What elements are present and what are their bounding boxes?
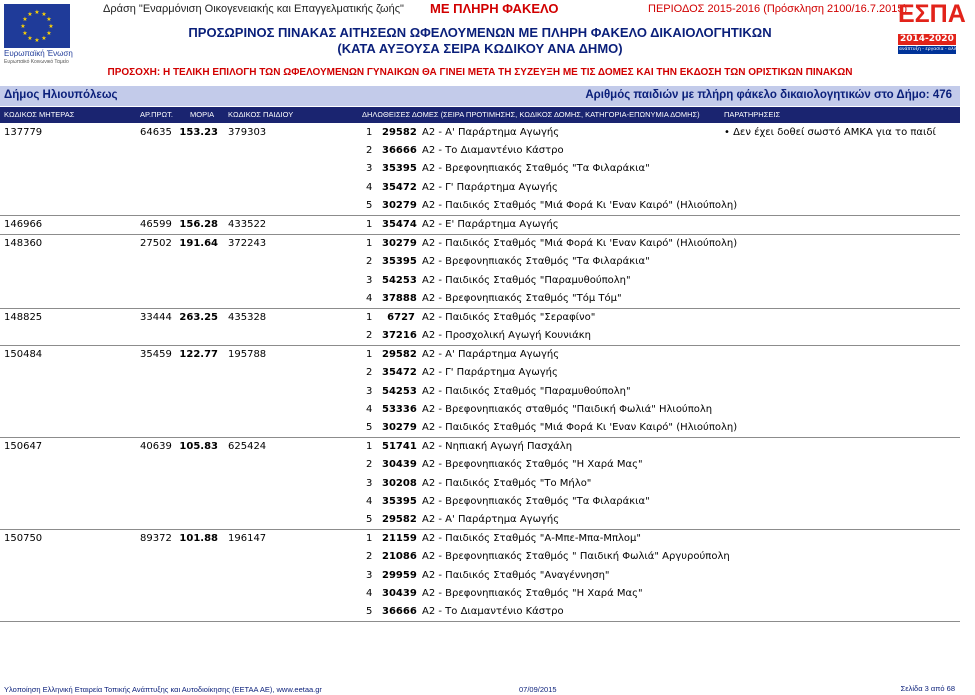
facility-name: Α2 - Παιδικός Σταθμός "Α-Μπε-Μπα-Μπλομ" xyxy=(422,533,642,545)
facility-code: 35474 xyxy=(382,218,417,230)
facility-code: 37216 xyxy=(382,330,417,342)
facility-line xyxy=(0,253,960,271)
facility-code: 36666 xyxy=(382,145,417,157)
col-score: ΜΟΡΙΑ xyxy=(190,110,215,119)
preference-rank: 3 xyxy=(366,385,373,397)
table-row xyxy=(0,530,960,622)
facility-line xyxy=(0,179,960,197)
footer-company: Υλοποίηση Ελληνική Εταιρεία Τοπικής Ανάπτυξης και Αυτοδιοίκησης (ΕΕΤΑΑ ΑΕ), www.eetaa.gr xyxy=(4,685,322,694)
facility-name: Α2 - Παιδικός Σταθμός "Παραμυθούπολη" xyxy=(422,274,631,286)
preference-rank: 4 xyxy=(366,403,373,415)
facility-line xyxy=(0,235,960,253)
preference-rank: 2 xyxy=(366,551,373,563)
facility-code: 51741 xyxy=(382,441,417,453)
facility-code: 30279 xyxy=(382,422,417,433)
facility-code: 35395 xyxy=(382,495,417,507)
score: 122.77 xyxy=(179,349,218,361)
facility-code: 54253 xyxy=(382,274,417,286)
facility-name: Α2 - Α' Παράρτημα Αγωγής xyxy=(422,513,560,525)
facility-name: Α2 - Α' Παράρτημα Αγωγής xyxy=(422,127,560,138)
svg-text:★: ★ xyxy=(34,9,40,16)
protocol-number: 27502 xyxy=(140,238,172,250)
period-label: ΠΕΡΙΟΔΟΣ 2015-2016 (Πρόσκληση 2100/16.7.2015) xyxy=(648,3,908,15)
protocol-number: 64635 xyxy=(140,127,172,138)
protocol-number: 33444 xyxy=(140,311,172,323)
svg-text:★: ★ xyxy=(41,35,47,42)
preference-rank: 1 xyxy=(366,238,373,250)
protocol-number: 40639 xyxy=(140,441,172,453)
facility-line xyxy=(0,530,960,548)
facility-line xyxy=(0,475,960,493)
mother-code: 150484 xyxy=(4,349,43,361)
preference-rank: 4 xyxy=(366,181,373,193)
child-code: 379303 xyxy=(228,127,267,138)
preference-rank: 2 xyxy=(366,330,373,342)
facility-line xyxy=(0,603,960,621)
facility-name: Α2 - Παιδικός Σταθμός "Μιά Φορά Κι 'Εναν Καιρό" (Ηλιούπολη) xyxy=(422,238,738,250)
facility-line xyxy=(0,438,960,456)
facility-code: 21159 xyxy=(382,533,417,545)
preference-rank: 3 xyxy=(366,569,373,581)
col-remarks: ΠΑΡΑΤΗΡΗΣΕΙΣ xyxy=(724,110,781,119)
facility-name: Α2 - Προσχολική Αγωγή Κουνιάκη xyxy=(422,330,591,342)
svg-text:★: ★ xyxy=(46,16,52,23)
full-file-label: ΜΕ ΠΛΗΡΗ ΦΑΚΕΛΟ xyxy=(430,1,559,16)
svg-text:★: ★ xyxy=(48,23,54,30)
mother-code: 150750 xyxy=(4,533,43,545)
preference-rank: 2 xyxy=(366,459,373,471)
facility-code: 30208 xyxy=(382,477,417,489)
facility-line xyxy=(0,309,960,327)
facility-name: Α2 - Παιδικός Σταθμός "Σεραφίνο" xyxy=(422,311,596,323)
facility-code: 30439 xyxy=(382,459,417,471)
page-title: ΠΡΟΣΩΡΙΝΟΣ ΠΙΝΑΚΑΣ ΑΙΤΗΣΕΩΝ ΩΦΕΛΟΥΜΕΝΩΝ ΜΕ ΠΛΗΡΗ ΦΑΚΕΛΟ ΔΙΚΑΙΟΛΟΓΗΤΙΚΩΝ xyxy=(188,25,772,40)
col-protocol: ΑΡ.ΠΡΩΤ. xyxy=(140,110,173,119)
svg-text:★: ★ xyxy=(20,23,26,30)
facility-code: 35472 xyxy=(382,181,417,193)
preference-rank: 3 xyxy=(366,163,373,175)
svg-text:★: ★ xyxy=(22,16,28,23)
preference-rank: 4 xyxy=(366,495,373,507)
preference-rank: 1 xyxy=(366,441,373,453)
facility-name: Α2 - Παιδικός Σταθμός "Μιά Φορά Κι 'Εναν Καιρό" (Ηλιούπολη) xyxy=(422,422,738,433)
protocol-number: 46599 xyxy=(140,218,172,230)
facility-line xyxy=(0,548,960,566)
preference-rank: 5 xyxy=(366,513,373,525)
facility-code: 30439 xyxy=(382,587,417,599)
facility-line xyxy=(0,585,960,603)
score: 105.83 xyxy=(179,441,218,453)
preference-rank: 5 xyxy=(366,199,373,211)
facility-line xyxy=(0,401,960,419)
child-code: 625424 xyxy=(228,441,267,453)
facility-code: 30279 xyxy=(382,199,417,211)
footer-page: Σελίδα 3 από 68 xyxy=(900,684,955,693)
facility-name: Α2 - Βρεφονηπιακός Σταθμός "Η Χαρά Μας" xyxy=(422,459,643,471)
protocol-number: 35459 xyxy=(140,349,172,361)
espa-logo: ΕΣΠΑ 2014-2020 ανάπτυξη - εργασία - αλληλεγγύη xyxy=(898,0,975,52)
preference-rank: 1 xyxy=(366,311,373,323)
children-count xyxy=(585,89,952,101)
preference-rank: 5 xyxy=(366,605,373,617)
facility-code: 30279 xyxy=(382,238,417,250)
facility-name: Α2 - Γ' Παράρτημα Αγωγής xyxy=(422,367,558,379)
facility-name: Α2 - Παιδικός Σταθμός "Το Μήλο" xyxy=(422,477,592,489)
facility-name: Α2 - Α' Παράρτημα Αγωγής xyxy=(422,349,560,361)
facility-code: 54253 xyxy=(382,385,417,397)
svg-text:★: ★ xyxy=(22,30,28,37)
preference-rank: 3 xyxy=(366,274,373,286)
preference-rank: 2 xyxy=(366,367,373,379)
remark: • Δεν έχει δοθεί σωστό ΑΜΚΑ για το παιδί xyxy=(724,127,936,138)
facility-name: Α2 - Παιδικός Σταθμός "Αναγέννηση" xyxy=(422,569,610,581)
facility-line xyxy=(0,327,960,345)
facility-name: Α2 - Βρεφονηπιακός Σταθμός " Παιδική Φωλιά" Αργυρούπολη xyxy=(422,551,730,563)
score: 156.28 xyxy=(179,218,218,230)
facility-code: 35395 xyxy=(382,256,417,268)
table-row xyxy=(0,346,960,438)
facility-name: Α2 - Γ' Παράρτημα Αγωγής xyxy=(422,181,558,193)
preference-rank: 4 xyxy=(366,292,373,304)
facility-code: 37888 xyxy=(382,292,417,304)
svg-text:★: ★ xyxy=(34,37,40,44)
facility-name: Α2 - Το Διαμαντένιο Κάστρο xyxy=(422,605,564,617)
preference-rank: 3 xyxy=(366,477,373,489)
facility-code: 53336 xyxy=(382,403,417,415)
score: 263.25 xyxy=(179,311,218,323)
svg-text:★: ★ xyxy=(41,11,47,18)
svg-text:★: ★ xyxy=(46,30,52,37)
facility-name: Α2 - Το Διαμαντένιο Κάστρο xyxy=(422,145,564,157)
svg-text:★: ★ xyxy=(27,35,33,42)
children-count-label: Αριθμός παιδιών με πλήρη φάκελο δικαιολογητικών στο Δήμο: xyxy=(585,89,930,101)
protocol-number: 89372 xyxy=(140,533,172,545)
facility-line xyxy=(0,160,960,178)
facility-code: 29582 xyxy=(382,127,417,138)
records-table xyxy=(0,124,960,622)
preference-rank: 2 xyxy=(366,256,373,268)
facility-line xyxy=(0,456,960,474)
facility-line xyxy=(0,290,960,308)
score: 191.64 xyxy=(179,238,218,250)
facility-line xyxy=(0,216,960,234)
mother-code: 137779 xyxy=(4,127,43,138)
facility-line xyxy=(0,142,960,160)
facility-name: Α2 - Βρεφονηπιακός σταθμός "Παιδική Φωλιά" Ηλιούπολη xyxy=(422,403,713,415)
children-count-value: 476 xyxy=(932,89,952,101)
facility-line xyxy=(0,419,960,437)
preference-rank: 1 xyxy=(366,218,373,230)
warning-notice: ΠΡΟΣΟΧΗ: Η ΤΕΛΙΚΗ ΕΠΙΛΟΓΗ ΤΩΝ ΩΦΕΛΟΥΜΕΝΩΝ ΓΥΝΑΙΚΩΝ ΘΑ ΓΙΝΕΙ ΜΕΤΑ ΤΗ ΣΥΖΕΥΞΗ ΜΕ ΤΙΣ ΔΟΜΕΣ ΚΑΙ ΤΗΝ ΕΚΔΟΣΗ ΤΩΝ ΟΡΙΣΤΙΚΩΝ ΠΙΝΑΚΩΝ xyxy=(107,67,853,78)
table-row xyxy=(0,309,960,346)
municipality-name: Δήμος Ηλιουπόλεως xyxy=(4,89,118,101)
facility-code: 6727 xyxy=(387,311,415,323)
facility-code: 36666 xyxy=(382,605,417,617)
table-row xyxy=(0,235,960,309)
facility-line xyxy=(0,197,960,215)
facility-code: 35472 xyxy=(382,367,417,379)
facility-name: Α2 - Βρεφονηπιακός Σταθμός "Τόμ Τόμ" xyxy=(422,292,622,304)
facility-code: 29582 xyxy=(382,513,417,525)
facility-line xyxy=(0,383,960,401)
mother-code: 150647 xyxy=(4,441,43,453)
child-code: 372243 xyxy=(228,238,267,250)
facility-line xyxy=(0,364,960,382)
facility-code: 29582 xyxy=(382,349,417,361)
facility-line xyxy=(0,493,960,511)
preference-rank: 1 xyxy=(366,127,373,138)
preference-rank: 4 xyxy=(366,587,373,599)
footer-date: 07/09/2015 xyxy=(519,685,557,694)
score: 101.88 xyxy=(179,533,218,545)
facility-line xyxy=(0,272,960,290)
table-row xyxy=(0,124,960,216)
col-child-code: ΚΩΔΙΚΟΣ ΠΑΙΔΙΟΥ xyxy=(228,110,294,119)
svg-text:★: ★ xyxy=(27,11,33,18)
preference-rank: 1 xyxy=(366,533,373,545)
facility-name: Α2 - Βρεφονηπιακός Σταθμός "Τα Φιλαράκια" xyxy=(422,495,650,507)
page-subtitle: (ΚΑΤΑ ΑΥΞΟΥΣΑ ΣΕΙΡΑ ΚΩΔΙΚΟΥ ΑΝΑ ΔΗΜΟ) xyxy=(337,41,623,56)
eu-caption: Ευρωπαϊκή Ένωση Ευρωπαϊκό Κοινωνικό Ταμείο xyxy=(4,49,73,65)
facility-code: 29959 xyxy=(382,569,417,581)
facility-name: Α2 - Βρεφονηπιακός Σταθμός "Τα Φιλαράκια" xyxy=(422,256,650,268)
preference-rank: 2 xyxy=(366,145,373,157)
preference-rank: 1 xyxy=(366,349,373,361)
facility-code: 35395 xyxy=(382,163,417,175)
child-code: 433522 xyxy=(228,218,267,230)
facility-line xyxy=(0,124,960,142)
child-code: 195788 xyxy=(228,349,267,361)
facility-line xyxy=(0,346,960,364)
facility-name: Α2 - Νηπιακή Αγωγή Πασχάλη xyxy=(422,441,573,453)
mother-code: 148825 xyxy=(4,311,43,323)
facility-line xyxy=(0,567,960,585)
program-title: Δράση "Εναρμόνιση Οικογενειακής και Επαγγελματικής ζωής" xyxy=(103,3,404,15)
table-row xyxy=(0,438,960,530)
mother-code: 148360 xyxy=(4,238,43,250)
facility-name: Α2 - Παιδικός Σταθμός "Παραμυθούπολη" xyxy=(422,385,631,397)
facility-name: Α2 - Βρεφονηπιακός Σταθμός "Τα Φιλαράκια" xyxy=(422,163,650,175)
table-row xyxy=(0,216,960,235)
facility-name: Α2 - Βρεφονηπιακός Σταθμός "Η Χαρά Μας" xyxy=(422,587,643,599)
facility-name: Α2 - Παιδικός Σταθμός "Μιά Φορά Κι 'Εναν Καιρό" (Ηλιούπολη) xyxy=(422,199,738,211)
col-facilities: ΔΗΛΩΘΕΙΣΕΣ ΔΟΜΕΣ (ΣΕΙΡΑ ΠΡΟΤΙΜΗΣΗΣ, ΚΩΔΙΚΟΣ ΔΟΜΗΣ, ΚΑΤΗΓΟΡΙΑ-ΕΠΩΝΥΜΙΑ ΔΟΜΗΣ) xyxy=(362,110,700,119)
facility-code: 21086 xyxy=(382,551,417,563)
mother-code: 146966 xyxy=(4,218,43,230)
preference-rank: 5 xyxy=(366,422,373,433)
facility-line xyxy=(0,511,960,529)
child-code: 196147 xyxy=(228,533,267,545)
col-mother-code: ΚΩΔΙΚΟΣ ΜΗΤΕΡΑΣ xyxy=(4,110,75,119)
score: 153.23 xyxy=(179,127,218,138)
facility-name: Α2 - Ε' Παράρτημα Αγωγής xyxy=(422,218,559,230)
child-code: 435328 xyxy=(228,311,267,323)
